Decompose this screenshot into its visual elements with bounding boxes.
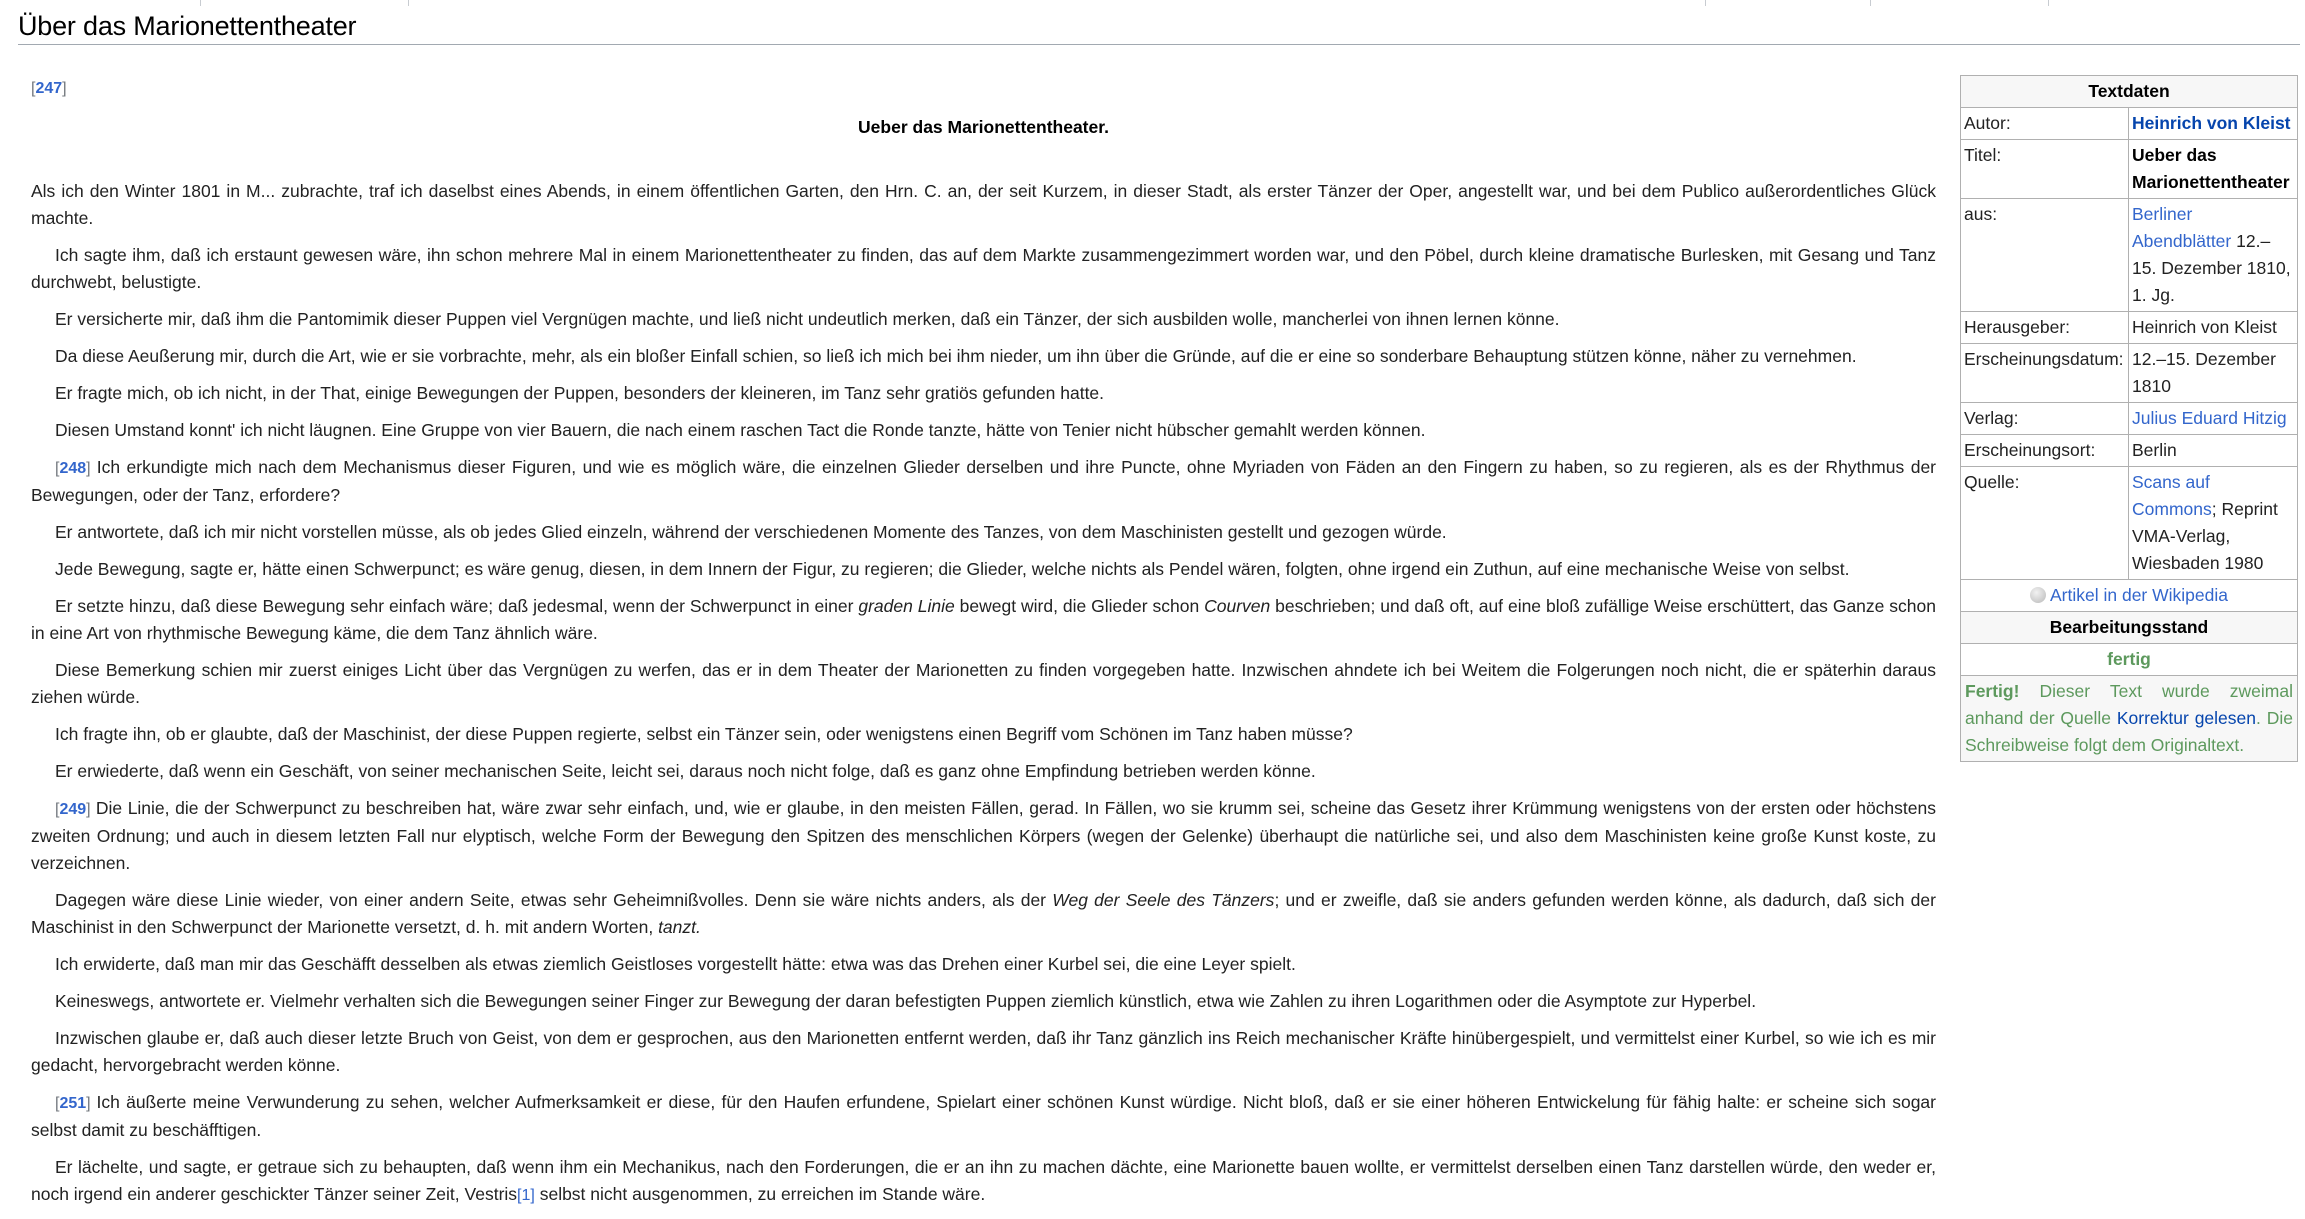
tab-divider xyxy=(1870,0,1871,6)
tab-divider xyxy=(1705,0,1706,6)
status-note xyxy=(1961,676,2298,762)
text-body xyxy=(31,178,1936,1219)
emphasized-text: graden Linie xyxy=(858,596,955,616)
paragraph-text: Inzwischen glaube er, daß auch dieser letzte Bruch von Geist, von dem er gesprochen, aus den Marionetten entfernt werden, daß ihr Tanz gänzlich ins Reich mechanischer Kräfte hinübergespielt, und vermittelst einer Kurbel, so wie ich es mir gedacht, hervorgebracht werden könne. xyxy=(31,1028,1936,1075)
paragraph-text: Keineswegs, antwortete er. Vielmehr verhalten sich die Bewegungen seiner Finger zur Bewegung der daran befestigten Puppen ziemlich künstlich, etwa wie Zahlen zu ihren Logarithmen oder die Asymptote zur Hyperbel. xyxy=(55,991,1757,1011)
infobox-label: Titel: xyxy=(1961,140,2129,199)
paragraph-text: Die Linie, die der Schwerpunct zu beschreiben hat, wäre zwar sehr einfach, und, wie er glaube, in den meisten Fällen, gerad. In Fällen, wo sie krumm sei, scheine das Gesetz ihrer Krümmung wenigstens von der ersten oder höchstens zweiten Ordnung; und auch in diesem letzten Fall nur elyptisch, welche Form der Bewegung den Spitzen des menschlichen Körpers (wegen der Gelenke) überhaupt die natürliche sei, und also dem Maschinisten keine große Kunst koste, zu verzeichnen. xyxy=(31,798,1936,873)
infobox-header: Textdaten xyxy=(1961,76,2298,108)
infobox-label: Erscheinungsort: xyxy=(1961,435,2129,467)
infobox-value xyxy=(2129,140,2298,199)
tab-divider xyxy=(200,0,201,6)
infobox-value-link[interactable]: Berliner Abendblätter xyxy=(2132,204,2232,251)
infobox-label: Autor: xyxy=(1961,108,2129,140)
paragraph xyxy=(31,306,1936,333)
status-header: Bearbeitungsstand xyxy=(1961,612,2298,644)
infobox-row xyxy=(1961,199,2298,312)
paragraph-text: Er antwortete, daß ich mir nicht vorstellen müsse, als ob jedes Glied einzeln, während der verschiedenen Momente des Tanzes, von dem Maschinisten gestellt und gezogen würde. xyxy=(55,522,1447,542)
page-number-link[interactable]: 248 xyxy=(59,460,87,477)
infobox-row xyxy=(1961,435,2298,467)
paragraph-text: Dagegen wäre diese Linie wieder, von einer andern Seite, etwas sehr Geheimnißvolles. Denn sie wäre nichts anders, als der xyxy=(55,890,1053,910)
emphasized-text: Weg der Seele des Tänzers xyxy=(1052,890,1275,910)
paragraph-text: Ich äußerte meine Verwunderung zu sehen, welcher Aufmerksamkeit er diese, für den Haufen erfundene, Spielart einer schönen Kunst würdige. Nicht bloß, daß er sie einer höheren Entwickelung für fähig halte: er scheine sich sogar selbst damit zu beschäfftigen. xyxy=(31,1092,1936,1140)
page-number-link[interactable]: 247 xyxy=(35,80,63,97)
infobox-value xyxy=(2129,467,2298,580)
paragraph-text: Er lächelte, und sagte, er getraue sich zu behaupten, daß wenn ihm ein Mechanikus, nach den Forderungen, die er an ihn zu machen dächte, eine Marionette bauen wollte, er vermittelst derselben einen Tanz darstellen würde, den weder er, noch irgend ein anderer geschickter Tänzer seiner Zeit, Vestris xyxy=(31,1157,1936,1204)
paragraph xyxy=(31,887,1936,941)
page-number-marker: [249] xyxy=(55,801,96,818)
paragraph-text: Diesen Umstand konnt' ich nicht läugnen. Eine Gruppe von vier Bauern, die nach einem raschen Tact die Ronde tanzte, hätte von Tenier nicht hübscher gemahlt werden können. xyxy=(55,420,1426,440)
paragraph xyxy=(31,343,1936,370)
paragraph xyxy=(31,454,1936,509)
infobox-label: Herausgeber: xyxy=(1961,312,2129,344)
footnote-ref-link[interactable]: [1] xyxy=(517,1187,535,1204)
status-note-text: Dieser Text wurde zweimal anhand der Quelle xyxy=(1965,681,2293,728)
paragraph-text: Ich erwiderte, daß man mir das Geschäfft desselben als etwas ziemlich Geistloses vorgestellt hätte: etwa was das Drehen einer Kurbel sei, die eine Leyer spielt. xyxy=(55,954,1296,974)
paragraph-text: Da diese Aeußerung mir, durch die Art, wie er sie vorbrachte, mehr, als ein bloßer Einfall schien, so ließ ich mich bei ihm nieder, um ihn über die Gründe, auf die er eine so sonderbare Behauptung stützen könne, näher zu vernehmen. xyxy=(55,346,1857,366)
paragraph-text: Ich erkundigte mich nach dem Mechanismus dieser Figuren, und wie es möglich wäre, die einzelnen Glieder derselben und ihre Puncte, ohne Myriaden von Fäden an den Fingern zu haben, so zu regieren, als es der Rhythmus der Bewegungen, oder der Tanz, erfordere? xyxy=(31,457,1937,505)
title-value: Ueber das Marionettentheater xyxy=(2132,145,2290,192)
page-number-marker: [248] xyxy=(55,460,97,477)
tab-divider xyxy=(2048,0,2049,6)
emphasized-text: tanzt. xyxy=(658,917,701,937)
infobox-value xyxy=(2129,312,2298,344)
paragraph-text: selbst nicht ausgenommen, zu erreichen im Stande wäre. xyxy=(534,1184,986,1204)
page-number-marker: [247] xyxy=(31,80,67,97)
emphasized-text: Courven xyxy=(1204,596,1271,616)
paragraph xyxy=(31,1154,1936,1209)
infobox-label: Verlag: xyxy=(1961,403,2129,435)
paragraph xyxy=(31,380,1936,407)
paragraph-text: Ich fragte ihn, ob er glaubte, daß der Maschinist, der diese Puppen regierte, selbst ein Tänzer sein, oder wenigstens einen Begriff vom Schönen im Tanz haben müsse? xyxy=(55,724,1353,744)
infobox-row xyxy=(1961,467,2298,580)
paragraph xyxy=(31,657,1936,711)
infobox-label: Quelle: xyxy=(1961,467,2129,580)
infobox-row xyxy=(1961,312,2298,344)
paragraph xyxy=(31,556,1936,583)
infobox-value xyxy=(2129,199,2298,312)
paragraph xyxy=(31,1089,1936,1144)
paragraph-text: Er fragte mich, ob ich nicht, in der That, einige Bewegungen der Puppen, besonders der kleineren, im Tanz sehr gratiös gefunden hatte. xyxy=(55,383,1105,403)
paragraph-text: Er erwiederte, daß wenn ein Geschäft, von seiner mechanischen Seite, leicht sei, daraus noch nicht folge, daß es ganz ohne Empfindung betrieben werden könne. xyxy=(55,761,1316,781)
paragraph-text: Er setzte hinzu, daß diese Bewegung sehr einfach wäre; daß jedesmal, wenn der Schwerpunct in einer xyxy=(55,596,859,616)
status-badge: fertig xyxy=(1961,644,2298,676)
paragraph xyxy=(31,178,1936,232)
infobox-value-text: Heinrich von Kleist xyxy=(2132,317,2277,337)
wikipedia-globe-icon xyxy=(2030,587,2046,603)
paragraph-text: Als ich den Winter 1801 in M... zubrachte, traf ich daselbst eines Abends, in einem öffentlichen Garten, den Hrn. C. an, der seit Kurzem, in dieser Stadt, als erster Tänzer der Oper, angestellt war, und bei dem Publico außerordentliches Glück machte. xyxy=(31,181,1936,228)
infobox-row xyxy=(1961,108,2298,140)
paragraph xyxy=(31,988,1936,1015)
infobox-value-link[interactable]: Scans auf Commons xyxy=(2132,472,2212,519)
paragraph-text: Ich sagte ihm, daß ich erstaunt gewesen wäre, ihn schon mehrere Mal in einem Marionettentheater zu finden, das auf dem Markte zusammengezimmert worden war, und den Pöbel, durch kleine dramatische Burlesken, mit Gesang und Tanz durchwebt, belustigte. xyxy=(31,245,1936,292)
infobox-value xyxy=(2129,435,2298,467)
status-note-text: . Die Schreibweise folgt dem Originaltext. xyxy=(1965,708,2293,755)
page-number-link[interactable]: 249 xyxy=(59,801,87,818)
infobox-value-text: 12.–15. Dezember 1810 xyxy=(2132,349,2276,396)
paragraph xyxy=(31,1025,1936,1079)
infobox-label: aus: xyxy=(1961,199,2129,312)
paragraph-text: Diese Bemerkung schien mir zuerst einiges Licht über das Vergnügen zu werfen, das er in dem Theater der Marionetten zu finden vorgegeben hatte. Inzwischen ahndete ich bei Weitem die Folgerungen noch nicht, die er späterhin daraus ziehen würde. xyxy=(31,660,1936,707)
paragraph xyxy=(31,721,1936,748)
infobox-row xyxy=(1961,344,2298,403)
proofread-link[interactable]: Korrektur gelesen xyxy=(2116,708,2257,728)
paragraph-text: beschrieben; und daß oft, auf eine bloß zufällige Weise erschüttert, das Ganze schon in eine Art von rhythmische Bewegung käme, die dem Tanz ähnlich wäre. xyxy=(31,596,1937,643)
infobox-value xyxy=(2129,344,2298,403)
title-divider xyxy=(18,44,2300,45)
infobox-label: Erscheinungsdatum: xyxy=(1961,344,2129,403)
author-link[interactable]: Heinrich von Kleist xyxy=(2132,113,2291,133)
paragraph xyxy=(31,758,1936,785)
tab-divider xyxy=(408,0,409,6)
paragraph xyxy=(31,519,1936,546)
infobox-value xyxy=(2129,108,2298,140)
paragraph xyxy=(31,795,1936,877)
work-heading: Ueber das Marionettentheater. xyxy=(858,117,1109,137)
infobox-value-text: Berlin xyxy=(2132,440,2177,460)
status-note-bold: Fertig! xyxy=(1965,681,2020,701)
paragraph xyxy=(31,951,1936,978)
infobox-row xyxy=(1961,140,2298,199)
paragraph-text: Jede Bewegung, sagte er, hätte einen Schwerpunct; es wäre genug, diesen, in dem Innern der Figur, zu regieren; die Glieder, welche nichts als Pendel wären, folgten, ohne irgend ein Zuthun, auf eine mechanische Weise von selbst. xyxy=(55,559,1850,579)
page-title: Über das Marionettentheater xyxy=(18,11,357,41)
paragraph-text: ; und er zweifle, daß sie anders gefunden werden könne, als dadurch, daß sich der Maschinist in den Schwerpunct der Marionette versetzt, d. h. mit andern Worten, xyxy=(31,890,1936,937)
paragraph-text: Er versicherte mir, daß ihm die Pantomimik dieser Puppen viel Vergnügen machte, und ließ nicht undeutlich merken, daß ein Tänzer, der sich ausbilden wolle, mancherlei von ihnen lernen könne. xyxy=(55,309,1560,329)
infobox-value xyxy=(2129,403,2298,435)
page-number-marker: [251] xyxy=(55,1095,97,1112)
infobox-value-link[interactable]: Julius Eduard Hitzig xyxy=(2132,408,2287,428)
paragraph-text: bewegt wird, die Glieder schon xyxy=(954,596,1205,616)
infobox-row xyxy=(1961,403,2298,435)
paragraph xyxy=(31,242,1936,296)
top-tab-bar xyxy=(0,0,2305,6)
wikipedia-row xyxy=(1961,580,2298,612)
wikipedia-article-link[interactable]: Artikel in der Wikipedia xyxy=(2050,585,2228,605)
paragraph xyxy=(31,593,1936,647)
infobox-value-text: ; Reprint VMA-Verlag, Wiesbaden 1980 xyxy=(2132,499,2278,573)
infobox-value-text: 12.–15. Dezember 1810, 1. Jg. xyxy=(2132,231,2291,305)
textdaten-infobox xyxy=(1960,75,2298,762)
page-number-link[interactable]: 251 xyxy=(59,1095,87,1112)
paragraph xyxy=(31,417,1936,444)
